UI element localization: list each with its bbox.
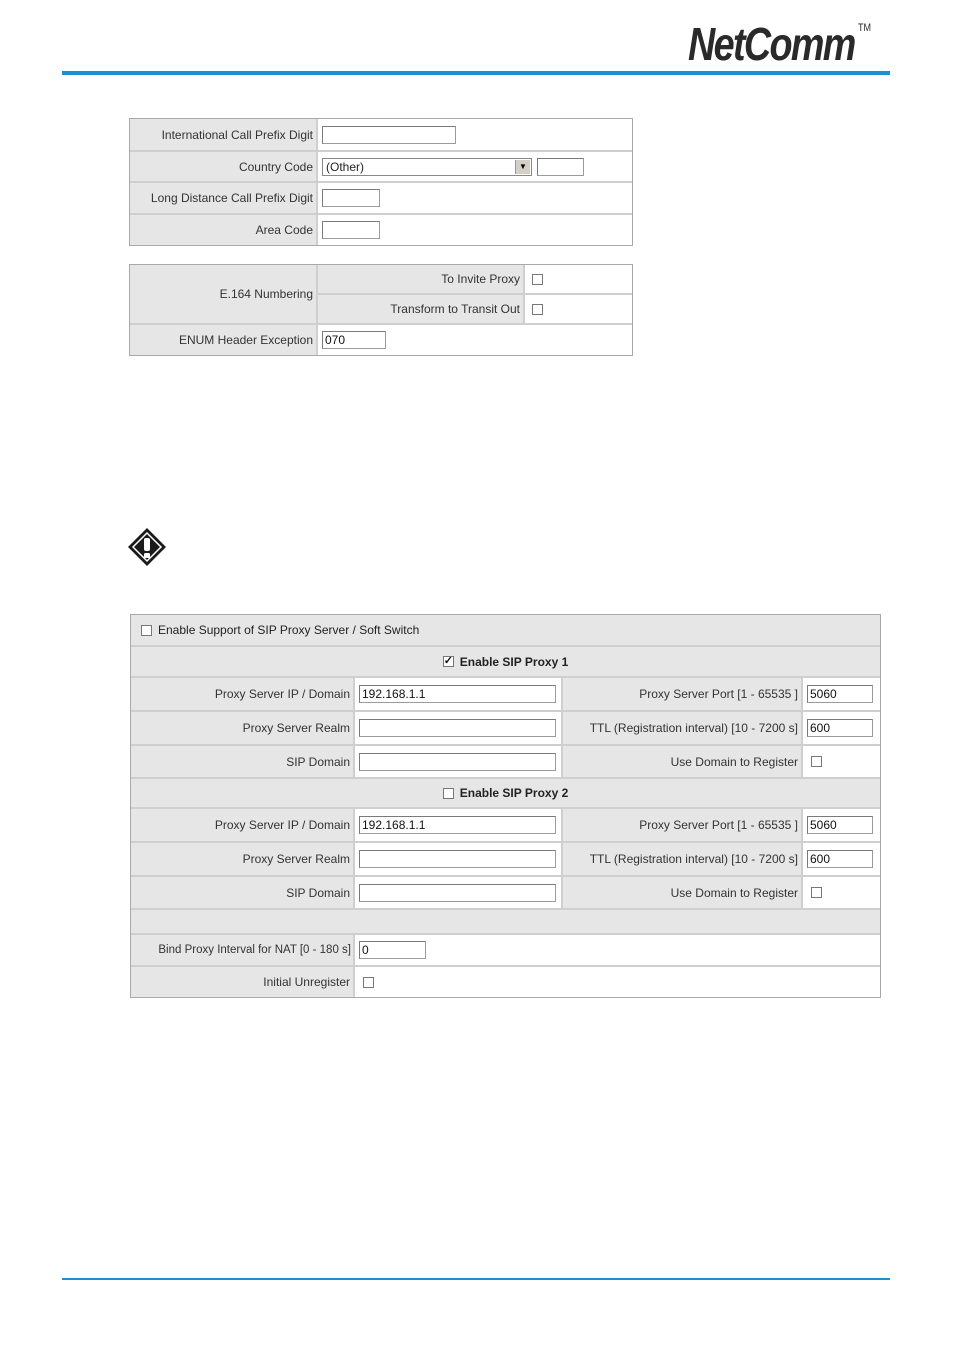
intl-prefix-cell (318, 119, 632, 150)
proxy2-use-domain-cell (803, 877, 880, 908)
header-rule (62, 71, 890, 75)
proxy1-ttl-label: TTL (Registration interval) [10 - 7200 s] (563, 712, 801, 744)
country-code-label: Country Code (130, 152, 316, 181)
proxy1-use-domain-checkbox[interactable] (811, 756, 822, 767)
trademark-mark: TM (857, 22, 871, 34)
area-code-cell (318, 215, 632, 245)
proxy2-ttl-cell (803, 843, 880, 875)
chevron-down-icon[interactable]: ▼ (515, 160, 530, 174)
proxy1-use-domain-cell (803, 746, 880, 777)
table-row (131, 809, 880, 841)
initial-unregister-cell (355, 967, 880, 997)
proxy2-use-domain-checkbox[interactable] (811, 887, 822, 898)
proxy2-realm-cell (355, 843, 561, 875)
proxy2-ip-label: Proxy Server IP / Domain (131, 809, 353, 841)
bind-interval-input[interactable]: 0 (359, 941, 426, 959)
proxy2-domain-input[interactable] (359, 884, 556, 902)
proxy2-ttl-label: TTL (Registration interval) [10 - 7200 s] (563, 843, 801, 875)
transform-transit-label: Transform to Transit Out (318, 295, 523, 323)
table-row (131, 935, 880, 965)
enum-header-label: ENUM Header Exception (130, 325, 316, 355)
transform-transit-checkbox[interactable] (532, 304, 543, 315)
bind-interval-cell (355, 935, 880, 965)
enum-header-input[interactable]: 070 (322, 331, 386, 349)
e164-table (129, 264, 633, 356)
proxy2-port-label: Proxy Server Port [1 - 65535 ] (563, 809, 801, 841)
country-code-select[interactable] (322, 158, 532, 176)
to-invite-proxy-label: To Invite Proxy (318, 265, 523, 293)
proxy1-port-cell (803, 678, 880, 710)
proxy1-header (131, 647, 880, 676)
long-distance-prefix-input[interactable] (322, 189, 380, 207)
proxy1-domain-cell (355, 746, 561, 777)
table-row (130, 215, 632, 245)
to-invite-proxy-checkbox[interactable] (532, 274, 543, 285)
table-row (130, 183, 632, 213)
proxy2-ttl-input[interactable]: 600 (807, 850, 873, 868)
proxy1-port-input[interactable]: 5060 (807, 685, 873, 703)
transform-transit-cell (525, 295, 632, 323)
table-row (131, 967, 880, 997)
proxy1-use-domain-label: Use Domain to Register (563, 746, 801, 777)
proxy2-domain-cell (355, 877, 561, 908)
intl-prefix-input[interactable] (322, 126, 456, 144)
proxy2-port-cell (803, 809, 880, 841)
proxy1-realm-input[interactable] (359, 719, 556, 737)
proxy1-ip-label: Proxy Server IP / Domain (131, 678, 353, 710)
proxy1-domain-label: SIP Domain (131, 746, 353, 777)
proxy1-domain-input[interactable] (359, 753, 556, 771)
warning-diamond-icon (127, 527, 167, 567)
brand-name: NetComm (688, 18, 855, 70)
proxy1-enable-checkbox[interactable]: ✓ (443, 655, 453, 667)
proxy1-ttl-cell (803, 712, 880, 744)
country-code-cell (318, 152, 632, 181)
proxy1-ip-input[interactable]: 192.168.1.1 (359, 685, 556, 703)
proxy2-header-label: Enable SIP Proxy 2 (459, 786, 569, 800)
table-row (131, 746, 880, 777)
long-distance-prefix-cell (318, 183, 632, 213)
spacer-row (131, 910, 880, 933)
area-code-label: Area Code (130, 215, 316, 245)
e164-numbering-label: E.164 Numbering (130, 265, 316, 323)
proxy1-header-label: Enable SIP Proxy 1 (459, 654, 569, 669)
country-code-input[interactable] (537, 158, 584, 176)
proxy2-port-input[interactable]: 5060 (807, 816, 873, 834)
intl-prefix-label: International Call Prefix Digit (130, 119, 316, 150)
proxy2-ip-input[interactable]: 192.168.1.1 (359, 816, 556, 834)
proxy2-realm-label: Proxy Server Realm (131, 843, 353, 875)
enable-support-checkbox[interactable] (141, 625, 152, 636)
initial-unregister-label: Initial Unregister (131, 967, 353, 997)
proxy2-ip-cell (355, 809, 561, 841)
table-row (131, 678, 880, 710)
proxy2-use-domain-label: Use Domain to Register (563, 877, 801, 908)
table-row (130, 119, 632, 150)
table-row (131, 712, 880, 744)
long-distance-prefix-label: Long Distance Call Prefix Digit (130, 183, 316, 213)
enum-header-cell (318, 325, 632, 355)
proxy2-enable-checkbox[interactable] (443, 788, 454, 799)
area-code-input[interactable] (322, 221, 380, 239)
netcomm-logo (688, 18, 871, 70)
proxy1-ttl-input[interactable]: 600 (807, 719, 873, 737)
to-invite-proxy-cell (525, 265, 632, 293)
bind-interval-label: Bind Proxy Interval for NAT [0 - 180 s] (131, 935, 353, 965)
table-row (131, 877, 880, 908)
proxy2-header (131, 779, 880, 807)
proxy1-port-label: Proxy Server Port [1 - 65535 ] (563, 678, 801, 710)
sip-proxy-table (130, 614, 881, 998)
footer-rule (62, 1278, 890, 1280)
country-code-select-value: (Other) (326, 159, 365, 174)
enable-support-label: Enable Support of SIP Proxy Server / Soft Switch (158, 623, 420, 637)
table-row (130, 152, 632, 181)
proxy1-realm-label: Proxy Server Realm (131, 712, 353, 744)
proxy2-domain-label: SIP Domain (131, 877, 353, 908)
initial-unregister-checkbox[interactable] (363, 977, 374, 988)
enable-support-row (131, 615, 880, 645)
dialing-prefix-table (129, 118, 633, 246)
table-row (131, 843, 880, 875)
proxy2-realm-input[interactable] (359, 850, 556, 868)
proxy1-ip-cell (355, 678, 561, 710)
proxy1-realm-cell (355, 712, 561, 744)
